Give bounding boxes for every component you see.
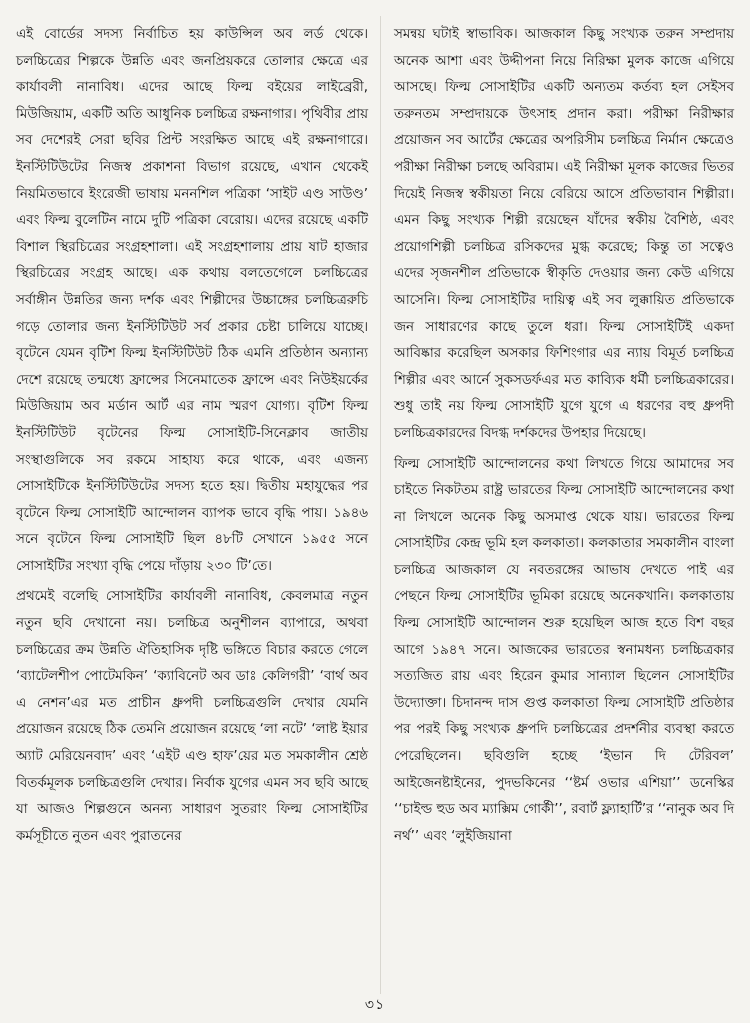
left-text-column bbox=[16, 22, 368, 850]
page-number: ৩১ bbox=[364, 997, 386, 1013]
paragraph: ফিল্ম সোসাইটি আন্দোলনের কথা লিখতে গিয়ে আমাদের সব চাইতে নিকটতম রাষ্ট্র ভারতের ফিল্ম সোসাইটি আন্দোলনের কথা না লিখলে অনেক কিছু অসমাপ্ত থেকে যায়। ভারতের ফিল্ম সোসাইটির কেন্দ্র ভূমি হল কলকাতা। কলকাতার সমকালীন বাংলা চলচ্চিত্র আজকাল যে নবতরঙ্গের আভাষ দেখতে পাই এর পেছনে ফিল্ম সোসাইটির ভূমিকা রয়েছে অনেকখানি। কলকাতায় ফিল্ম সোসাইটি আন্দোলন শুরু হয়েছিল আজ হতে বিশ বছর আগে ১৯৪৭ সনে। আজকের ভারতের স্বনামধন্য চলচ্চিত্রকার সত্যজিত রায় এবং হিরেন কুমার সান্যাল ছিলেন সোসাইটির উদ্যোক্তা। চিদানন্দ দাস গুপ্ত কলকাতা ফিল্ম সোসাইটি প্রতিষ্ঠার পর পরই কিছু সংখ্যক ধ্রুপদি চলচ্চিত্রের প্রদর্শনীর ব্যবস্থা করতে পেরেছিলেন। ছবিগুলি হচ্ছে ‘ইভান দি টেরিবল’ আইজেনষ্টাইনের, পুদভকিনের ‘‘ষ্টর্ম ওভার এশিয়া’’ ডনেস্কির ‘‘চাইল্ড হুড অব ম্যাক্সিম গোর্কী’’, রবার্ট ফ্ল্যাহার্টি’র ‘‘নানুক অব দি নর্থ’’ এবং ‘লুইজিয়ানা bbox=[394, 456, 734, 844]
column-divider bbox=[380, 16, 381, 994]
paragraph: এই বোর্ডের সদস্য নির্বাচিত হয় কাউন্সিল অব লর্ড থেকে। চলচ্চিত্রের শিল্পকে উন্নতি এবং জনপ্রিয়করে তোলার ক্ষেত্রে এর কার্যাবলী নানাবিধ। এদের আছে ফিল্ম বইয়ের লাইব্রেরী, মিউজিয়াম, একটি অতি আধুনিক চলচ্চিত্র রক্ষনাগার। পৃথিবীর প্রায় সব দেশেরই সেরা ছবির প্রিন্ট সংরক্ষিত আছে এই রক্ষনাগারে। ইনস্টিটিউটের নিজস্ব প্রকাশনা বিভাগ রয়েছে, এখান থেকেই নিয়মিতভাবে ইংরেজী ভাষায় মননশিল পত্রিকা ‘সাইট এণ্ড সাউণ্ড’ এবং ফিল্ম বুলেটিন নামে দুটি পত্রিকা বেরোয়। এদের রয়েছে একটি বিশাল স্থিরচিত্রের সংগ্রহশালা। এই সংগ্রহশালায় প্রায় ষাট হাজার স্থিরচিত্রের সংগ্রহ আছে। এক কথায় বলতেগেলে চলচ্চিত্রের সর্বাঙ্গীন উন্নতির জন্য দর্শক এবং শিল্পীদের উচ্চাঙ্গের চলচ্চিত্ররুচি গড়ে তোলার জন্য ইনস্টিটিউট সর্ব প্রকার চেষ্টা চালিয়ে যাচ্ছে। বৃটেনে যেমন বৃটিশ ফিল্ম ইনস্টিটিউট ঠিক এমনি প্রতিষ্ঠান অন্যান্য দেশে রয়েছে তন্মধ্যে ফ্রান্সের সিনেমাতেক ফ্রান্সে এবং নিউইয়র্কের মিউজিয়াম অব মর্ডান আর্ট এর নাম স্মরণ যোগ্য। বৃটিশ ফিল্ম ইনস্টিটিউট বৃটেনের ফিল্ম সোসাইটি-সিনেক্লাব জাতীয় সংস্থাগুলিকে সব রকমে সাহায্য করে থাকে, এবং এজন্য সোসাইটিকে ইনস্টিটিউটের সদস্য হতে হয়। দ্বিতীয় মহাযুদ্ধের পর বৃটেনে ফিল্ম সোসাইটি আন্দোলন ব্যাপক ভাবে বৃদ্ধি পায়। ১৯৪৬ সনে বৃটেনে ফিল্ম সোসাইটি ছিল ৪৮টি সেখানে ১৯৫৫ সনে সোসাইটির সংখ্যা বৃদ্ধি পেয়ে দাঁড়ায় ২৩০ টি’তে। bbox=[16, 27, 368, 574]
right-text-column bbox=[394, 22, 734, 850]
paragraph: প্রথমেই বলেছি সোসাইটির কার্যাবলী নানাবিধ, কেবলমাত্র নতুন নতুন ছবি দেখানো নয়। চলচ্চিত্র অনুশীলন ব্যাপারে, অথবা চলচ্চিত্রের ক্রম উন্নতি ঐতিহাসিক দৃষ্টি ভঙ্গিতে বিচার করতে গেলে ‘ব্যাটেলশীপ পোটেমকিন’ ‘ক্যাবিনেট অব ডাঃ কেলিগরী’ ‘বার্থ অব এ নেশন’এর মত প্রাচীন ধ্রুপদী চলচ্চিত্রগুলি দেখার যেমনি প্রয়োজন রয়েছে ঠিক তেমনি প্রয়োজন রয়েছে ‘লা নটে’ ‘লাষ্ট ইয়ার অ্যাট মেরিয়েনবাদ’ এবং ‘এইট এণ্ড হাফ’য়ের মত সমকালীন শ্রেষ্ঠ বিতর্কমূলক চলচ্চিত্রগুলি দেখার। নির্বাক যুগের এমন সব ছবি আছে যা আজও শিল্পগুনে অনন্য সাধারণ সুতরাং ফিল্ম সোসাইটির কর্মসূচীতে নুতন এবং পুরাতনের bbox=[16, 589, 368, 844]
paragraph: সমন্বয় ঘটাই স্বাভাবিক। আজকাল কিছু সংখ্যক তরুন সম্প্রদায় অনেক আশা এবং উদ্দীপনা নিয়ে নিরিক্ষা মুলক কাজে এগিয়ে আসছে। ফিল্ম সোসাইটির একটি অন্যতম কর্তব্য হল সেইসব তরুনতম সম্প্রদায়কে উৎসাহ প্রদান করা। পরীক্ষা নিরীক্ষার প্রয়োজন সব আর্টের ক্ষেত্রের অপরিসীম চলচ্চিত্র নির্মান ক্ষেত্রেও পরীক্ষা নিরীক্ষা চলছে অবিরাম। এই নিরীক্ষা মূলক কাজের ভিতর দিয়েই নিজস্ব স্বকীয়তা নিয়ে বেরিয়ে আসে প্রতিভাবান শিল্পীরা। এমন কিছু সংখ্যক শিল্পী রয়েছেন যাঁদের স্বকীয় বৈশিষ্ঠ, এবং প্রয়োগশিল্পী চলচ্চিত্র রসিকদের মুগ্ধ করেছে; কিন্তু তা সত্বেও এদের সৃজনশীল প্রতিভাকে স্বীকৃতি দেওয়ার জন্য কেউ এগিয়ে আসেনি। ফিল্ম সোসাইটির দায়িত্ব এই সব লুক্কায়িত প্রতিভাকে জন সাধারণের কাছে তুলে ধরা। ফিল্ম সোসাইটিই একদা আবিষ্কার করেছিল অসকার ফিশিংগার এর ন্যায় বিমূর্ত চলচ্চিত্র শিল্পীর এবং আর্নে সুকসডর্ফএর মত কাব্যিক ধর্মী চলচ্চিত্রকারের। শুধু তাই নয় ফিল্ম সোসাইটি যুগে যুগে এ ধরণের বহু ধ্রুপদী চলচ্চিত্রকারদের বিদগ্ধ দর্শকদের উপহার দিয়েছে। bbox=[394, 27, 734, 441]
